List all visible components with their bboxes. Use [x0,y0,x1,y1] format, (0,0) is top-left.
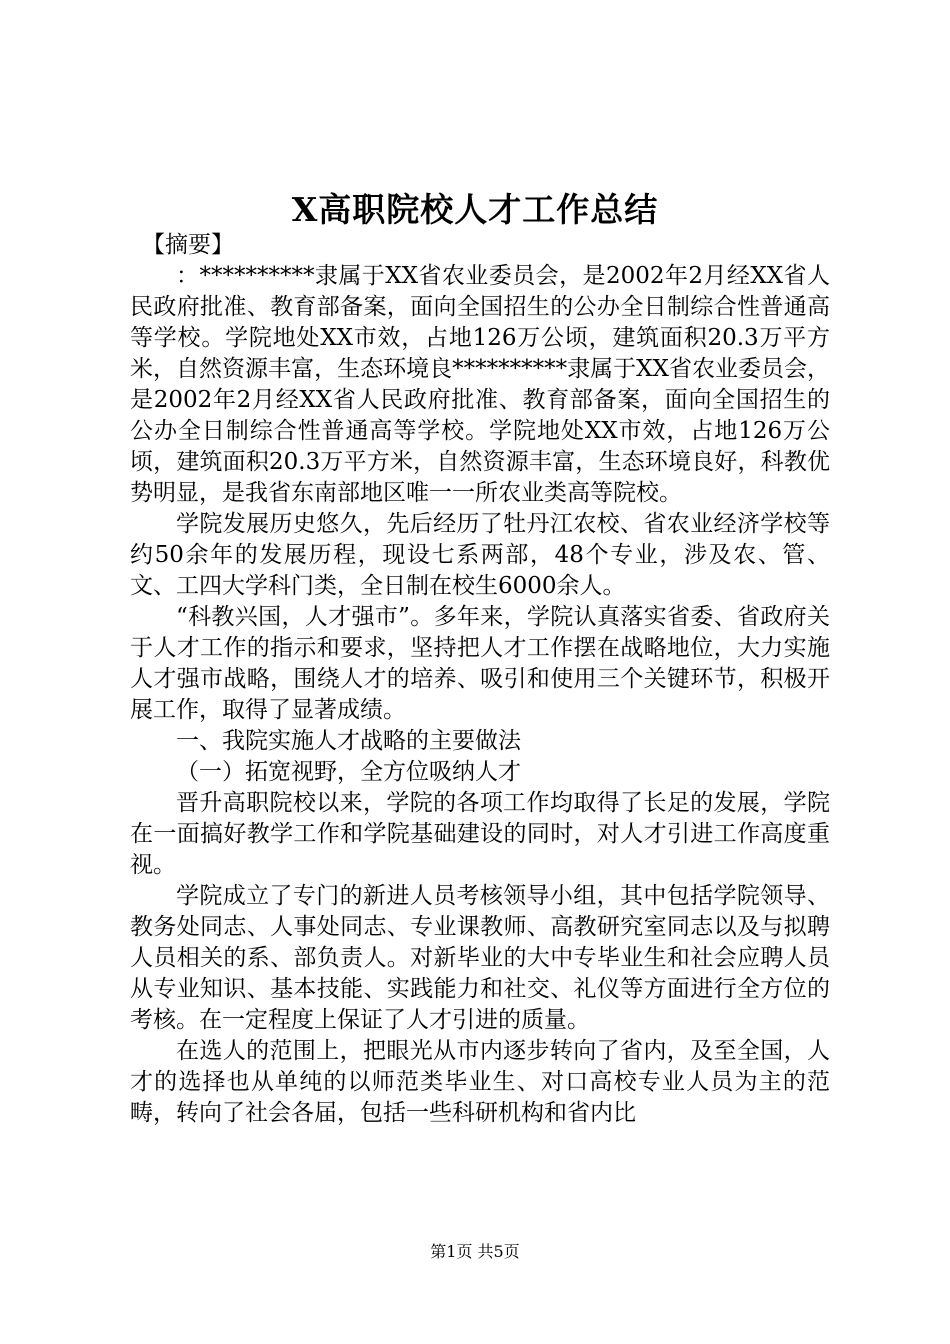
page-footer: 第1页 共5页 [430,1242,520,1261]
paragraph-history: 学院发展历史悠久，先后经历了牡丹江农校、省农业经济学校等约50余年的发展历程，现设七系两部，48个专业，涉及农、管、文、工四大学科门类，全日制在校生6000余人。 [130,511,830,599]
subsection-heading: （一）拓宽视野，全方位吸纳人才 [176,759,521,785]
section-heading: 一、我院实施人才战略的主要做法 [176,728,521,754]
paragraph-promotion: 晋升高职院校以来，学院的各项工作均取得了长足的发展，学院在一面搞好教学工作和学院基础建设的同时，对人才引进工作高度重视。 [130,790,830,878]
paragraph-strategy: “科教兴国，人才强市”。多年来，学院认真落实省委、省政府关于人才工作的指示和要求，坚持把人才工作摆在战略地位，大力实施人才强市战略，围绕人才的培养、吸引和使用三个关键环节，积极开展工作，取得了显著成绩。 [130,604,830,723]
document-body [130,230,830,1129]
paragraph-selection: 在选人的范围上，把眼光从市内逐步转向了省内，及至全国，人才的选择也从单纯的以师范类毕业生、对口高校专业人员为主的范畴，转向了社会各届，包括一些科研机构和省内比 [130,1038,830,1126]
paragraph-committee: 学院成立了专门的新进人员考核领导小组，其中包括学院领导、教务处同志、人事处同志、专业课教师、高教研究室同志以及与拟聘人员相关的系、部负责人。对新毕业的大中专毕业生和社会应聘人员从专业知识、基本技能、实践能力和社交、礼仪等方面进行全方位的考核。在一定程度上保证了人才引进的质量。 [130,883,830,1033]
paragraph-intro: ：**********隶属于XX省农业委员会，是2002年2月经XX省人民政府批准、教育部备案，面向全国招生的公办全日制综合性普通高等学校。学院地处XX市效，占地126万公顷，建筑面积20.3万平方米，自然资源丰富，生态环境良**********隶属于XX省农业委员会，是2002年2月经XX省人民政府批准、教育部备案，面向全国招生的公办全日制综合性普通高等学校。学院地处XX市效，占地126万公顷，建筑面积20.3万平方米，自然资源丰富，生态环境良好，科教优势明显，是我省东南部地区唯一一所农业类高等院校。 [130,263,830,506]
document-title: X高职院校人才工作总结 [291,190,659,229]
abstract-label: 【摘要】 [142,232,234,258]
